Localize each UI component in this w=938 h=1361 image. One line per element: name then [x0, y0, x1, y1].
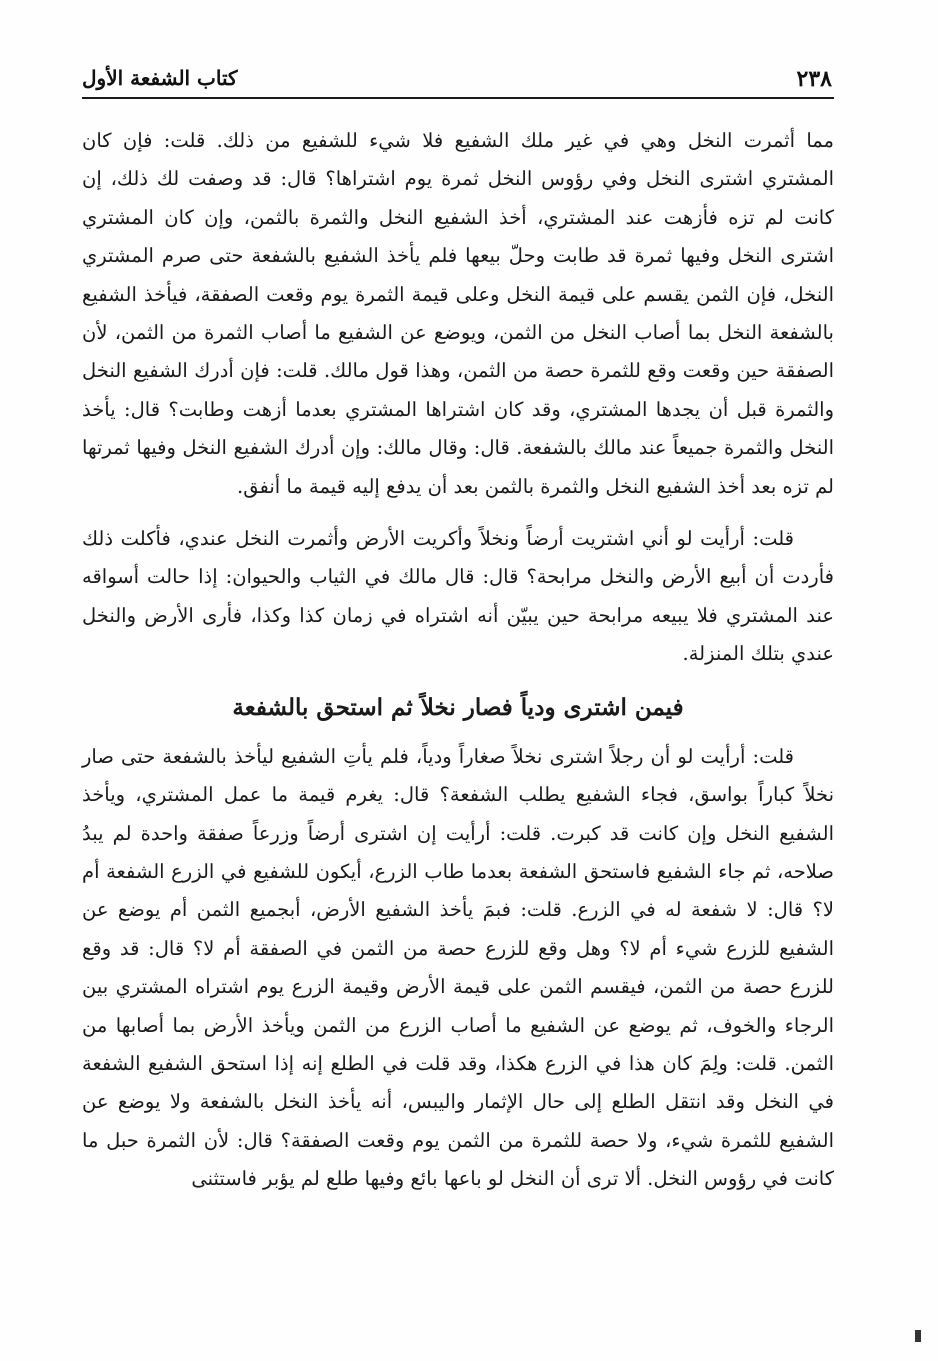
body-text: [82, 122, 834, 1199]
page-number: ٢٣٨: [796, 66, 832, 92]
paragraph-gap: [82, 506, 834, 520]
header-rule: [82, 97, 834, 99]
scan-mark: [915, 1330, 921, 1342]
running-title: كتاب الشفعة الأول: [82, 66, 238, 90]
page-header: [82, 62, 832, 96]
paragraph-1: مما أثمرت النخل وهي في غير ملك الشفيع فلا شيء للشفيع من ذلك. قلت: فإن كان المشتري اشترى النخل وفي رؤوس النخل ثمرة يوم اشتراها؟ قال: قد وصفت لك ذلك، إن كانت لم تزه فأزهت عند المشتري، أخذ الشفيع النخل والثمرة بالثمن، وإن كان المشتري اشترى النخل وفيها ثمرة قد طابت وحلّ بيعها فلم يأخذ الشفيع بالشفعة حتى صرم المشتري النخل، فإن الثمن يقسم على قيمة النخل وعلى قيمة الثمرة يوم وقعت الصفقة، فيأخذ الشفيع بالشفعة النخل بما أصاب النخل من الثمن، ويوضع عن الشفيع ما أصاب الثمرة من الثمن، لأن الصفقة حين وقعت وقع للثمرة حصة من الثمن، وهذا قول مالك. قلت: فإن أدرك الشفيع النخل والثمرة قبل أن يجدها المشتري، وقد كان اشتراها المشتري بعدما أزهت وطابت؟ قال: يأخذ النخل والثمرة جميعاً عند مالك بالشفعة. قال: وقال مالك: وإن أدرك الشفيع النخل وفيها ثمرتها لم تزه بعد أخذ الشفيع النخل والثمرة بالثمن بعد أن يدفع إليه قيمة ما أنفق.: [82, 129, 834, 498]
paragraph-2: قلت: أرأيت لو أني اشتريت أرضاً ونخلاً وأكريت الأرض وأثمرت النخل عندي، فأكلت ذلك فأردت أن أبيع الأرض والنخل مرابحة؟ قال: قال مالك في الثياب والحيوان: إذا حالت أسواقه عند المشتري فلا يبيعه مرابحة حين يبيّن أنه اشتراه في زمان كذا وكذا، فأرى الأرض والنخل عندي بتلك المنزلة.: [82, 527, 834, 666]
section-heading: فيمن اشترى ودياً فصار نخلاً ثم استحق بالشفعة: [232, 693, 684, 721]
section-paragraph: قلت: أرأيت لو أن رجلاً اشترى نخلاً صغاراً ودياً، فلم يأتِ الشفيع ليأخذ بالشفعة حتى صار نخلاً كباراً بواسق، فجاء الشفيع يطلب الشفعة؟ قال: يغرم قيمة ما عمل المشتري، ويأخذ الشفيع النخل وإن كانت قد كبرت. قلت: أرأيت إن اشترى أرضاً وزرعاً صفقة واحدة لم يبدُ صلاحه، ثم جاء الشفيع فاستحق الشفعة بعدما طاب الزرع، أيكون للشفيع في الزرع الشفعة أم لا؟ قال: لا شفعة له في الزرع. قلت: فبمَ يأخذ الشفيع الأرض، أبجميع الثمن أم يوضع عن الشفيع للزرع شيء أم لا؟ وهل وقع للزرع حصة من الثمن في الصفقة أم لا؟ قال: قد وقع للزرع حصة من الثمن، فيقسم الثمن على قيمة الأرض وقيمة الزرع يوم اشتراه المشتري بين الرجاء والخوف، ثم يوضع عن الشفيع ما أصاب الزرع من الثمن ويأخذ الأرض بما أصابها من الثمن. قلت: ولِمَ كان هذا في الزرع هكذا، وقد قلت في الطلع إنه إذا استحق الشفيع الشفعة في النخل وقد انتقل الطلع إلى حال الإثمار واليبس، أنه يأخذ النخل بالشفعة ولا يوضع عن الشفيع للثمرة شيء، ولا حصة للثمرة من الثمن يوم وقعت الصفقة؟ قال: لأن الثمرة حبل ما كانت في رؤوس النخل. ألا ترى أن النخل لو باعها بائع وفيها طلع لم يؤبر فاستثنى: [82, 744, 834, 1191]
